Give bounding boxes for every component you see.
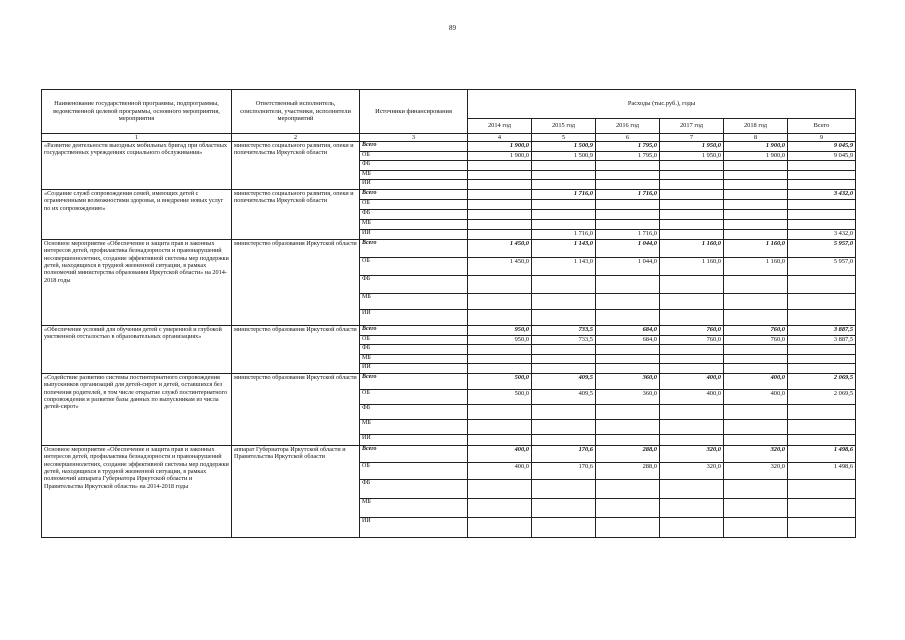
year-value: 950,0 (468, 335, 532, 345)
year-value: 733,5 (532, 335, 596, 345)
funding-source: Всего (360, 373, 468, 389)
total-value (788, 354, 856, 364)
measure-executor: аппарат Губернатора Иркутской области и Правительства Иркутской области (232, 445, 360, 537)
total-value (788, 293, 856, 309)
year-value (596, 354, 660, 364)
year-value: 360,0 (596, 389, 660, 404)
year-value: 1 795,0 (596, 151, 660, 161)
year-value (596, 180, 660, 190)
year-value (596, 219, 660, 229)
header-year: 2018 год (724, 119, 788, 134)
year-value: 170,6 (532, 445, 596, 462)
total-value: 9 045,9 (788, 142, 856, 152)
year-value (660, 229, 724, 239)
measure-executor: министерство образования Иркутской области (232, 373, 360, 445)
year-value (596, 419, 660, 434)
year-value (660, 219, 724, 229)
year-value (468, 229, 532, 239)
total-value: 5 957,0 (788, 257, 856, 275)
year-value (724, 189, 788, 199)
year-value (724, 479, 788, 498)
year-value (532, 419, 596, 434)
year-value: 1 160,0 (660, 257, 724, 275)
year-value (596, 364, 660, 374)
year-value: 1 900,0 (724, 142, 788, 152)
year-value (596, 161, 660, 171)
year-value (724, 498, 788, 517)
total-value (788, 479, 856, 498)
column-number: 5 (532, 134, 596, 142)
year-value (660, 209, 724, 219)
year-value (724, 434, 788, 445)
year-value: 320,0 (724, 462, 788, 479)
header-expenses: Расходы (тыс.руб.), годы (468, 90, 856, 119)
measure-executor: министерство социального развития, опеки и попечительства Иркутской области (232, 189, 360, 239)
column-number: 6 (596, 134, 660, 142)
year-value (660, 161, 724, 171)
year-value (596, 309, 660, 325)
year-value (724, 419, 788, 434)
year-value: 1 716,0 (532, 229, 596, 239)
funding-source: ИИ (360, 229, 468, 239)
header-year: 2015 год (532, 119, 596, 134)
year-value: 1 500,9 (532, 142, 596, 152)
year-value (468, 404, 532, 419)
funding-source: ФБ (360, 479, 468, 498)
year-value (532, 309, 596, 325)
column-number: 2 (232, 134, 360, 142)
year-value (532, 479, 596, 498)
total-value (788, 209, 856, 219)
measure-executor: министерство социального развития, опеки и попечительства Иркутской области (232, 142, 360, 190)
funding-source: МБ (360, 293, 468, 309)
total-value: 3 432,0 (788, 189, 856, 199)
year-value (532, 275, 596, 293)
year-value: 684,0 (596, 325, 660, 335)
year-value (468, 199, 532, 209)
year-value: 170,6 (532, 462, 596, 479)
funding-source: ОБ (360, 462, 468, 479)
funding-source: Всего (360, 189, 468, 199)
year-value (724, 354, 788, 364)
header-name: Наименование государственной программы, подпрограммы, ведомственной целевой программы, основного мероприятия, мероприятия (42, 90, 232, 134)
year-value (596, 479, 660, 498)
year-value (660, 419, 724, 434)
year-value (660, 293, 724, 309)
year-value: 400,0 (724, 389, 788, 404)
year-value: 1 160,0 (724, 239, 788, 257)
year-value (724, 309, 788, 325)
measure-name: Основное мероприятие «Обеспечение и защита прав и законных интересов детей, профилактика безнадзорности и правонарушений несовершеннолетних, создание эффективной системы мер поддержки детей, находящихся в трудной жизненной ситуации, в рамках полномочий аппарата Губернатора Иркутской области и Правительства Иркутской области» на 2014-2018 годы (42, 445, 232, 537)
year-value (596, 293, 660, 309)
year-value (724, 199, 788, 209)
year-value: 1 044,0 (596, 239, 660, 257)
year-value (468, 434, 532, 445)
year-value (660, 309, 724, 325)
year-value (596, 498, 660, 517)
year-value (468, 293, 532, 309)
year-value (468, 209, 532, 219)
year-value: 320,0 (724, 445, 788, 462)
table-row (42, 189, 856, 199)
year-value: 760,0 (660, 335, 724, 345)
year-value (532, 199, 596, 209)
year-value: 360,0 (596, 373, 660, 389)
year-value: 1 143,0 (532, 239, 596, 257)
funding-source: ИИ (360, 364, 468, 374)
year-value (532, 209, 596, 219)
year-value (724, 345, 788, 355)
total-value (788, 364, 856, 374)
year-value (660, 498, 724, 517)
year-value: 500,0 (468, 373, 532, 389)
year-value (532, 404, 596, 419)
year-value (724, 209, 788, 219)
table-row (42, 445, 856, 462)
year-value (468, 219, 532, 229)
year-value (724, 364, 788, 374)
year-value: 1 950,0 (660, 142, 724, 152)
total-value: 3 887,5 (788, 325, 856, 335)
year-value (596, 434, 660, 445)
year-value (532, 517, 596, 537)
year-value (596, 517, 660, 537)
total-value: 5 957,0 (788, 239, 856, 257)
year-value (660, 479, 724, 498)
year-value (660, 517, 724, 537)
year-value: 1 900,0 (468, 142, 532, 152)
table-row (42, 373, 856, 389)
measure-name: «Обеспечение условий для обучения детей с умеренной и глубокой умственной отсталостью в образовательных организациях» (42, 325, 232, 373)
total-value (788, 419, 856, 434)
year-value (660, 180, 724, 190)
table-row (42, 142, 856, 152)
year-value (468, 345, 532, 355)
year-value (596, 199, 660, 209)
year-value: 320,0 (660, 462, 724, 479)
year-value: 1 900,0 (468, 151, 532, 161)
year-value (468, 180, 532, 190)
year-value (596, 275, 660, 293)
year-value (660, 404, 724, 419)
year-value (596, 170, 660, 180)
column-number: 1 (42, 134, 232, 142)
year-value (660, 170, 724, 180)
year-value: 400,0 (660, 389, 724, 404)
column-number: 4 (468, 134, 532, 142)
budget-table (41, 89, 856, 538)
funding-source: ФБ (360, 404, 468, 419)
year-value: 1 716,0 (532, 189, 596, 199)
column-number: 7 (660, 134, 724, 142)
funding-source: ОБ (360, 151, 468, 161)
table-row (42, 325, 856, 335)
year-value: 760,0 (724, 325, 788, 335)
year-value (532, 293, 596, 309)
year-value (468, 419, 532, 434)
total-value (788, 498, 856, 517)
funding-source: ИИ (360, 434, 468, 445)
funding-source: МБ (360, 354, 468, 364)
year-value (532, 498, 596, 517)
total-value (788, 517, 856, 537)
year-value (660, 199, 724, 209)
year-value (660, 364, 724, 374)
year-value: 684,0 (596, 335, 660, 345)
year-value: 1 716,0 (596, 189, 660, 199)
year-value (724, 161, 788, 171)
year-value (532, 345, 596, 355)
year-value: 1 795,0 (596, 142, 660, 152)
year-value (468, 275, 532, 293)
total-value: 2 069,5 (788, 389, 856, 404)
year-value: 288,0 (596, 445, 660, 462)
year-value (532, 434, 596, 445)
year-value (468, 189, 532, 199)
total-value: 1 498,6 (788, 445, 856, 462)
header-year: 2014 год (468, 119, 532, 134)
year-value: 1 143,0 (532, 257, 596, 275)
year-value: 400,0 (468, 462, 532, 479)
year-value (660, 275, 724, 293)
funding-source: ОБ (360, 199, 468, 209)
year-value (468, 170, 532, 180)
total-value: 3 887,5 (788, 335, 856, 345)
year-value (532, 180, 596, 190)
year-value: 409,5 (532, 373, 596, 389)
total-value (788, 309, 856, 325)
funding-source: ИИ (360, 309, 468, 325)
funding-source: ФБ (360, 209, 468, 219)
total-value: 3 432,0 (788, 229, 856, 239)
year-value: 1 950,0 (660, 151, 724, 161)
year-value: 950,0 (468, 325, 532, 335)
funding-source: ФБ (360, 161, 468, 171)
measure-name: Основное мероприятие «Обеспечение и защита прав и законных интересов детей, профилактика безнадзорности и правонарушений несовершеннолетних, создание эффективной системы мер поддержки детей, находящихся в трудной жизненной ситуации, в рамках полномочий министерства образования Иркутской области» на 2014-2018 годы (42, 239, 232, 325)
funding-source: ФБ (360, 345, 468, 355)
year-value (468, 364, 532, 374)
year-value: 288,0 (596, 462, 660, 479)
funding-source: МБ (360, 419, 468, 434)
header-year: 2016 год (596, 119, 660, 134)
year-value (724, 170, 788, 180)
year-value: 1 900,0 (724, 151, 788, 161)
funding-source: Всего (360, 239, 468, 257)
funding-source: МБ (360, 219, 468, 229)
table-row (42, 239, 856, 257)
column-number: 8 (724, 134, 788, 142)
measure-executor: министерство образования Иркутской области (232, 325, 360, 373)
year-value: 400,0 (660, 373, 724, 389)
year-value: 400,0 (724, 373, 788, 389)
funding-source: Всего (360, 142, 468, 152)
total-value (788, 170, 856, 180)
year-value (596, 345, 660, 355)
year-value: 1 450,0 (468, 257, 532, 275)
measure-name: «Содействие развитию системы постинтернатного сопровождения выпускников организаций для детей-сирот и детей, оставшихся без попечения родителей, в том числе открытие служб постинтернатного сопровождения и развитие базы данных по выпускникам из числа детей-сирот» (42, 373, 232, 445)
year-value (468, 517, 532, 537)
funding-source: МБ (360, 498, 468, 517)
measure-executor: министерство образования Иркутской области (232, 239, 360, 325)
year-value (468, 498, 532, 517)
year-value (660, 354, 724, 364)
year-value (724, 229, 788, 239)
year-value (532, 354, 596, 364)
funding-source: ОБ (360, 335, 468, 345)
column-number-row (42, 134, 856, 142)
header-total: Всего (788, 119, 856, 134)
total-value (788, 161, 856, 171)
total-value: 1 498,6 (788, 462, 856, 479)
year-value (596, 404, 660, 419)
year-value (660, 434, 724, 445)
header-source: Источники финансирования (360, 90, 468, 134)
year-value: 760,0 (724, 335, 788, 345)
total-value (788, 180, 856, 190)
year-value (660, 345, 724, 355)
total-value (788, 345, 856, 355)
year-value: 733,5 (532, 325, 596, 335)
year-value: 1 044,0 (596, 257, 660, 275)
year-value: 1 716,0 (596, 229, 660, 239)
year-value (660, 189, 724, 199)
funding-source: ИИ (360, 180, 468, 190)
funding-source: ИИ (360, 517, 468, 537)
funding-source: Всего (360, 325, 468, 335)
total-value (788, 275, 856, 293)
year-value: 409,5 (532, 389, 596, 404)
total-value (788, 434, 856, 445)
year-value (724, 275, 788, 293)
year-value (468, 161, 532, 171)
year-value: 500,0 (468, 389, 532, 404)
column-number: 3 (360, 134, 468, 142)
year-value: 320,0 (660, 445, 724, 462)
year-value (532, 161, 596, 171)
total-value: 9 045,9 (788, 151, 856, 161)
year-value (468, 354, 532, 364)
year-value (468, 309, 532, 325)
year-value (724, 219, 788, 229)
year-value (724, 180, 788, 190)
measure-name: «Создание служб сопровождения семей, имеющих детей с ограниченными возможностями здоровья, и внедрение новых услуг по их сопровождению» (42, 189, 232, 239)
total-value: 2 069,5 (788, 373, 856, 389)
funding-source: МБ (360, 170, 468, 180)
page-number: 89 (449, 24, 456, 32)
year-value: 1 450,0 (468, 239, 532, 257)
column-number: 9 (788, 134, 856, 142)
measure-name: «Развитие деятельности выездных мобильных бригад при областных государственных учреждениях социального обслуживания» (42, 142, 232, 190)
header-year: 2017 год (660, 119, 724, 134)
funding-source: Всего (360, 445, 468, 462)
year-value: 1 160,0 (724, 257, 788, 275)
total-value (788, 219, 856, 229)
funding-source: ОБ (360, 257, 468, 275)
total-value (788, 199, 856, 209)
header-executor: Ответственный исполнитель, соисполнители, участники, исполнители мероприятий (232, 90, 360, 134)
year-value (532, 170, 596, 180)
funding-source: ФБ (360, 275, 468, 293)
year-value (724, 404, 788, 419)
year-value: 1 160,0 (660, 239, 724, 257)
year-value (532, 364, 596, 374)
year-value: 760,0 (660, 325, 724, 335)
year-value: 1 500,9 (532, 151, 596, 161)
year-value (468, 479, 532, 498)
year-value (532, 219, 596, 229)
year-value (596, 209, 660, 219)
total-value (788, 404, 856, 419)
year-value: 400,0 (468, 445, 532, 462)
year-value (724, 293, 788, 309)
year-value (724, 517, 788, 537)
funding-source: ОБ (360, 389, 468, 404)
